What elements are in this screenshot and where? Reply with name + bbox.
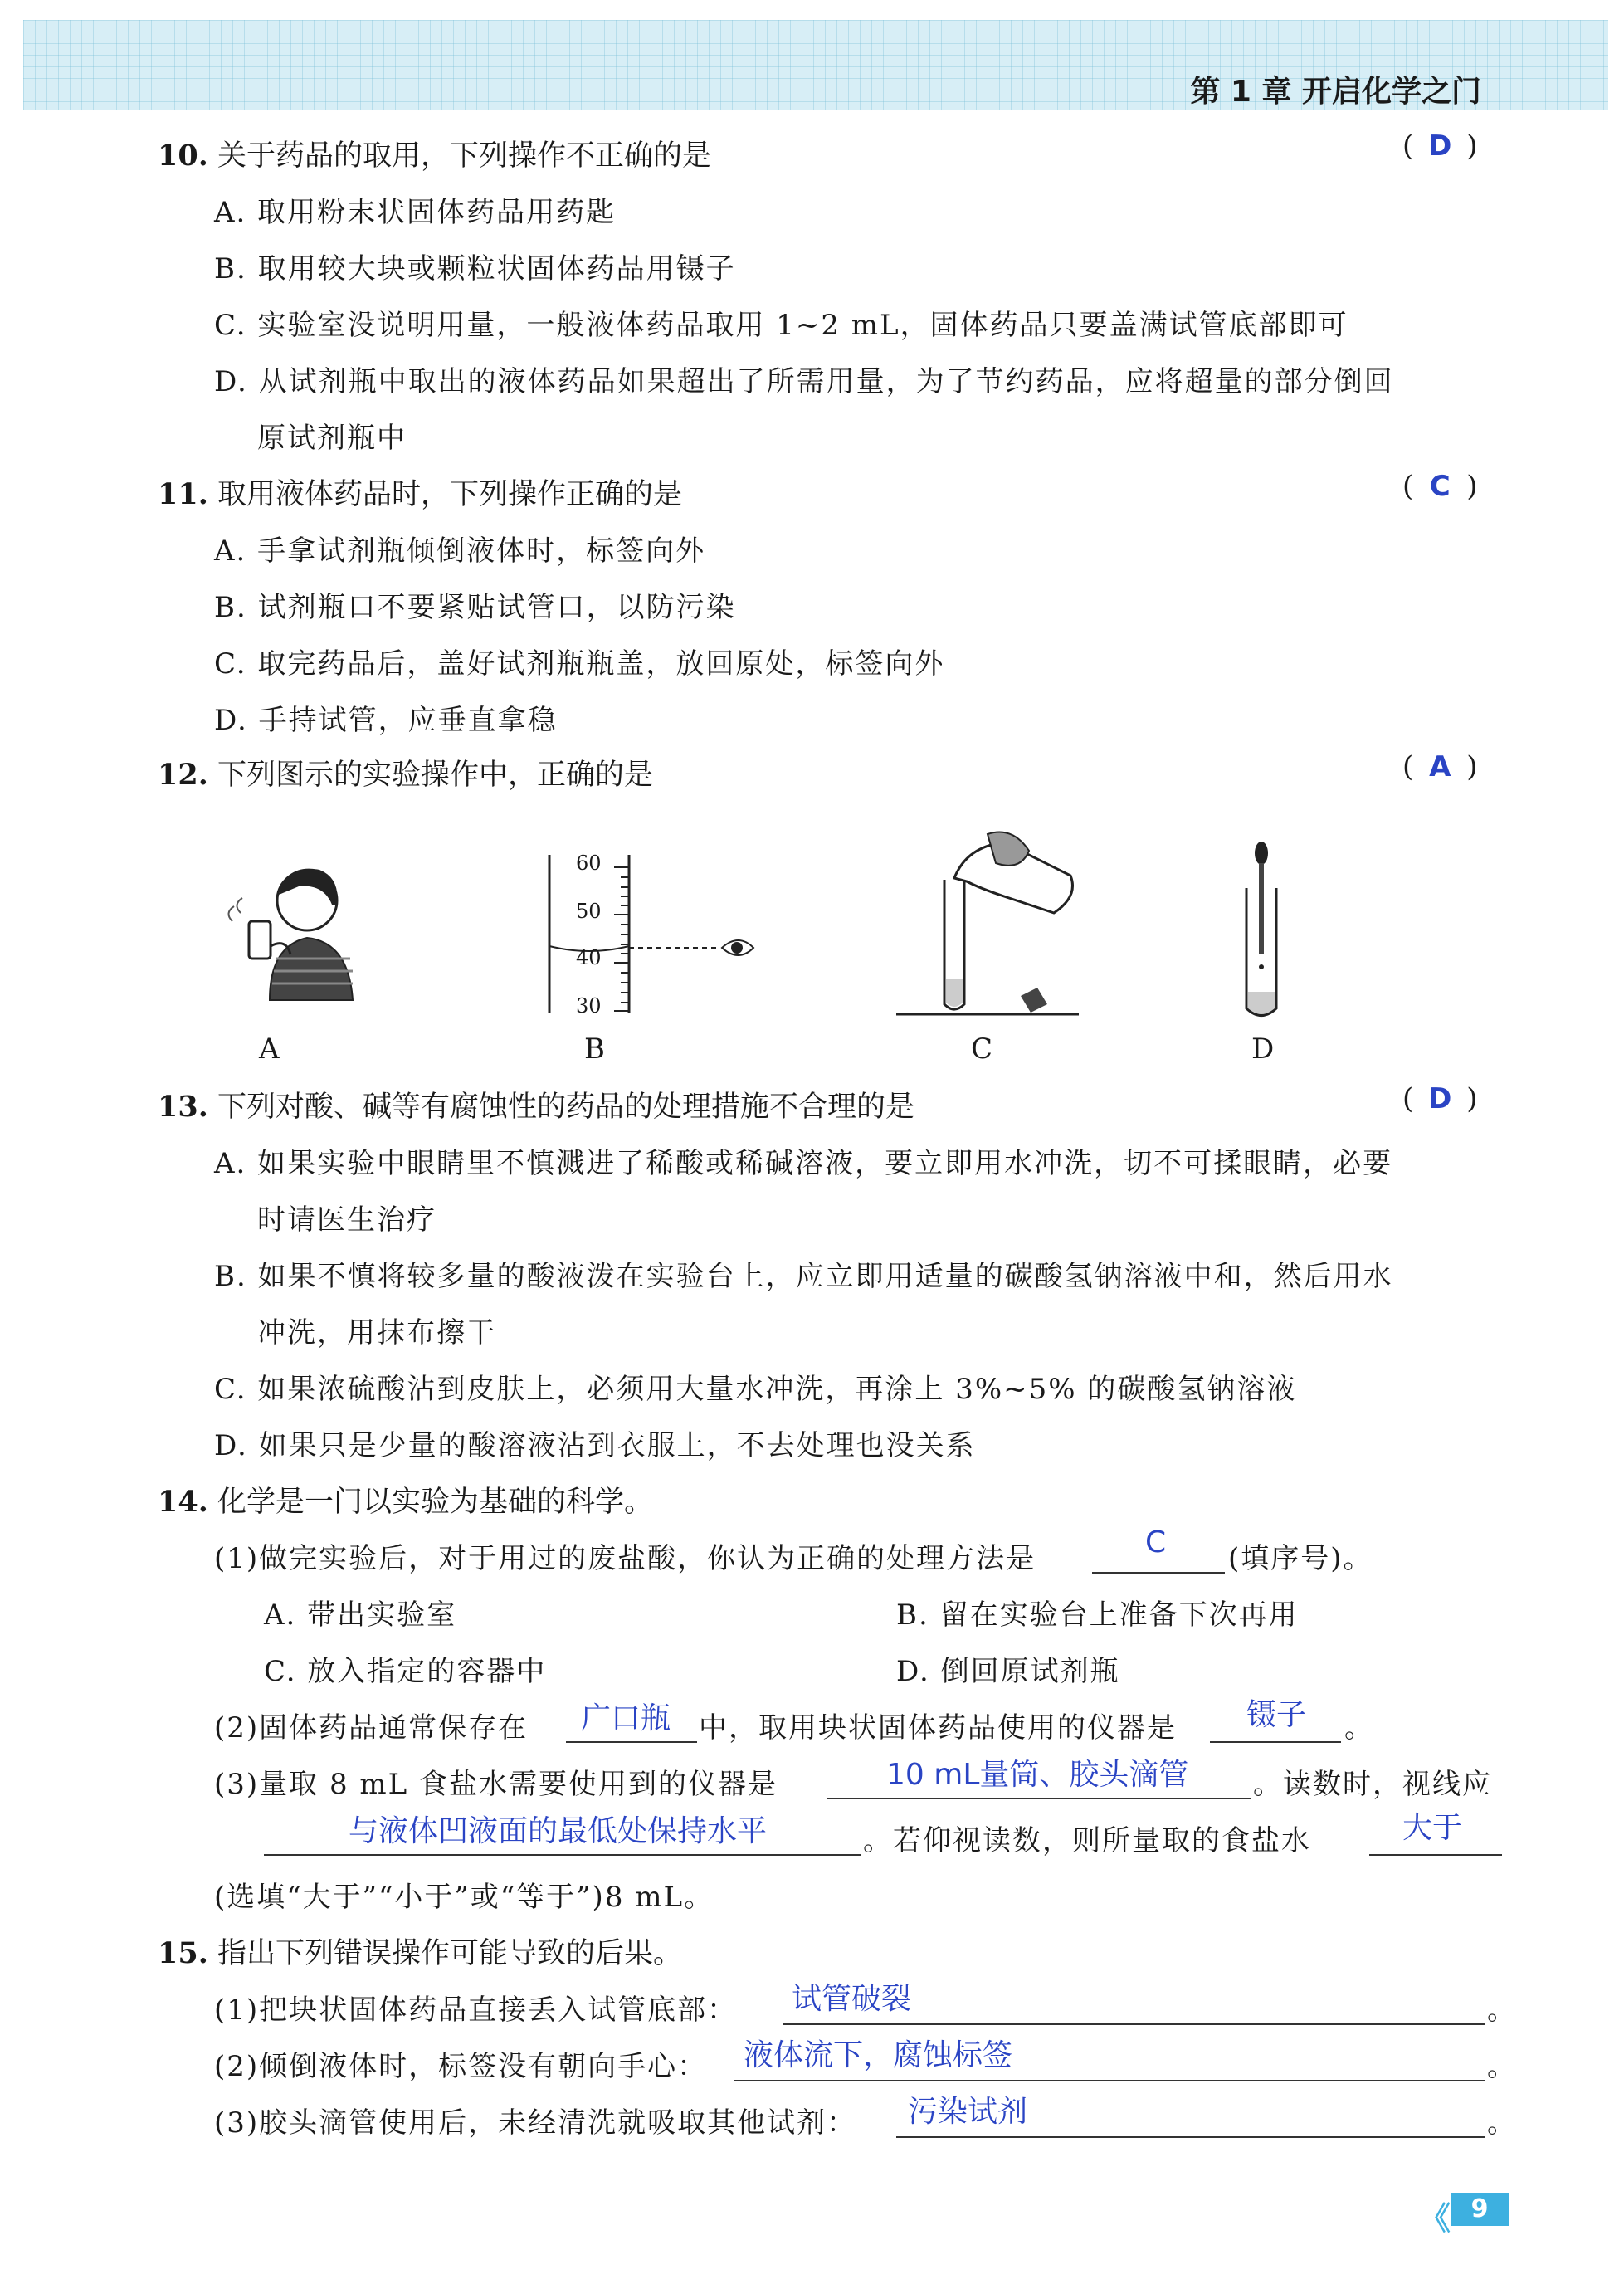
q10-option-d-line2: 原试剂瓶中 <box>257 422 407 455</box>
q15-part3-answer: 污染试剂 <box>908 2095 1028 2129</box>
q11-text: 取用液体药品时，下列操作正确的是 <box>217 478 683 511</box>
q13-option-b-line1: B. 如果不慎将较多量的酸液泼在实验台上，应立即用适量的碳酸氢钠溶液中和，然后用水 <box>214 1260 1393 1293</box>
figure-a-label: A <box>259 1032 280 1066</box>
q14-part1-text: (1)做完实验后，对于用过的废盐酸，你认为正确的处理方法是 <box>214 1542 1036 1575</box>
q10-number: 10. <box>158 139 208 173</box>
q15-part3-end: 。 <box>1487 2106 1517 2140</box>
q12-answer-paren: ( A ) <box>1402 750 1478 783</box>
q15-part2-text: (2)倾倒液体时，标签没有朝向手心： <box>214 2050 708 2083</box>
q13-option-b-line2: 冲洗，用抹布擦干 <box>257 1316 496 1349</box>
q11-option-d: D. 手持试管，应垂直拿稳 <box>214 704 558 737</box>
chapter-title: 第 1 章 开启化学之门 <box>1190 75 1481 109</box>
q13-text: 下列对酸、碱等有腐蚀性的药品的处理措施不合理的是 <box>217 1091 915 1124</box>
figure-c-label: C <box>971 1032 993 1066</box>
q15-text: 指出下列错误操作可能导致的后果。 <box>217 1937 683 1970</box>
q14-part3-answer2: 与液体凹液面的最低处保持水平 <box>349 1814 768 1848</box>
q13-stem <box>158 1084 914 1125</box>
q14-part2-text: (2)固体药品通常保存在 <box>214 1711 529 1745</box>
q14-part2-end: 。 <box>1344 1711 1374 1745</box>
q11-answer: C <box>1429 470 1451 503</box>
q13-option-c: C. 如果浓硫酸沾到皮肤上，必须用大量水冲洗，再涂上 3%~5% 的碳酸氢钠溶液 <box>214 1373 1297 1406</box>
q11-option-a: A. 手拿试剂瓶倾倒液体时，标签向外 <box>214 534 706 568</box>
q15-part1-text: (1)把块状固体药品直接丢入试管底部： <box>214 1994 738 2027</box>
q15-part1-end: 。 <box>1487 1994 1517 2027</box>
q14-text: 化学是一门以实验为基础的科学。 <box>217 1486 654 1519</box>
q10-option-d-line1: D. 从试剂瓶中取出的液体药品如果超出了所需用量，为了节约药品，应将超量的部分倒回 <box>214 365 1394 398</box>
q14-part1-answer: C <box>1145 1525 1167 1559</box>
q10-option-b: B. 取用较大块或颗粒状固体药品用镊子 <box>214 252 736 286</box>
figure-a-smelling <box>207 855 365 1021</box>
q12-answer: A <box>1429 750 1451 783</box>
q14-part2-answer1: 广口瓶 <box>581 1701 671 1735</box>
q15-number: 15. <box>158 1936 208 1970</box>
q14-option-b: B. 留在实验台上准备下次再用 <box>896 1598 1299 1632</box>
q13-option-a-line1: A. 如果实验中眼睛里不慎溅进了稀酸或稀碱溶液，要立即用水冲洗，切不可揉眼睛，必要 <box>214 1147 1393 1180</box>
q13-answer: D <box>1428 1082 1452 1115</box>
q14-option-a: A. 带出实验室 <box>264 1598 457 1632</box>
q14-number: 14. <box>158 1485 208 1519</box>
q14-stem <box>158 1479 653 1520</box>
q14-option-c: C. 放入指定的容器中 <box>264 1655 547 1688</box>
q14-part3-answer1: 10 mL量筒、胶头滴管 <box>886 1758 1189 1792</box>
q14-part1-suffix: (填序号)。 <box>1228 1542 1373 1575</box>
page-chevron-icon: 《 <box>1419 2200 1451 2237</box>
q10-option-c: C. 实验室没说明用量，一般液体药品取用 1~2 mL，固体药品只要盖满试管底部即可 <box>214 309 1348 342</box>
q15-part2-end: 。 <box>1487 2050 1517 2083</box>
figure-d-dropper <box>1228 838 1295 1021</box>
q11-option-b: B. 试剂瓶口不要紧贴试管口，以防污染 <box>214 591 736 624</box>
q14-part2-mid: 中，取用块状固体药品使用的仪器是 <box>699 1711 1177 1745</box>
figure-c-pouring <box>888 830 1087 1021</box>
figure-b-cylinder <box>531 847 780 1021</box>
q15-part2-answer: 液体流下，腐蚀标签 <box>744 2038 1013 2072</box>
q12-number: 12. <box>158 758 208 792</box>
q10-text: 关于药品的取用，下列操作不正确的是 <box>217 139 712 173</box>
q14-part3-text: (3)量取 8 mL 食盐水需要使用到的仪器是 <box>214 1768 778 1801</box>
q13-option-a-line2: 时请医生治疗 <box>257 1203 436 1237</box>
q11-number: 11. <box>158 477 208 511</box>
q10-stem <box>158 133 711 174</box>
q15-part3-text: (3)胶头滴管使用后，未经清洗就吸取其他试剂： <box>214 2106 857 2140</box>
figure-b-label: B <box>584 1032 605 1066</box>
q14-option-d: D. 倒回原试剂瓶 <box>896 1655 1120 1688</box>
q13-answer-paren: ( D ) <box>1402 1082 1478 1115</box>
tick-30: 30 <box>576 994 602 1018</box>
tick-60: 60 <box>576 852 602 875</box>
q10-option-a: A. 取用粉末状固体药品用药匙 <box>214 196 617 229</box>
q11-answer-paren: ( C ) <box>1402 470 1478 503</box>
tick-50: 50 <box>576 900 602 923</box>
q10-answer: D <box>1428 129 1452 163</box>
q14-part3-mid2: 。若仰视读数，则所量取的食盐水 <box>863 1824 1311 1857</box>
tick-40: 40 <box>576 946 602 969</box>
q11-option-c: C. 取完药品后，盖好试剂瓶瓶盖，放回原处，标签向外 <box>214 647 945 681</box>
q14-part3-answer3: 大于 <box>1402 1811 1463 1845</box>
q11-stem <box>158 471 682 513</box>
q12-text: 下列图示的实验操作中，正确的是 <box>217 759 654 792</box>
q13-option-d: D. 如果只是少量的酸溶液沾到衣服上，不去处理也没关系 <box>214 1429 976 1462</box>
q13-number: 13. <box>158 1090 208 1124</box>
q14-part3-end: (选填“大于”“小于”或“等于”)8 mL。 <box>214 1881 714 1914</box>
q15-stem <box>158 1930 682 1972</box>
figure-d-label: D <box>1251 1032 1275 1066</box>
q10-answer-paren: ( D ) <box>1402 129 1478 163</box>
q12-stem <box>158 752 653 793</box>
q14-part2-answer2: 镊子 <box>1246 1698 1307 1732</box>
q15-part1-answer: 试管破裂 <box>792 1982 912 2016</box>
q14-part3-mid: 。读数时，视线应 <box>1253 1768 1492 1801</box>
page-number: 9 <box>1451 2193 1509 2226</box>
